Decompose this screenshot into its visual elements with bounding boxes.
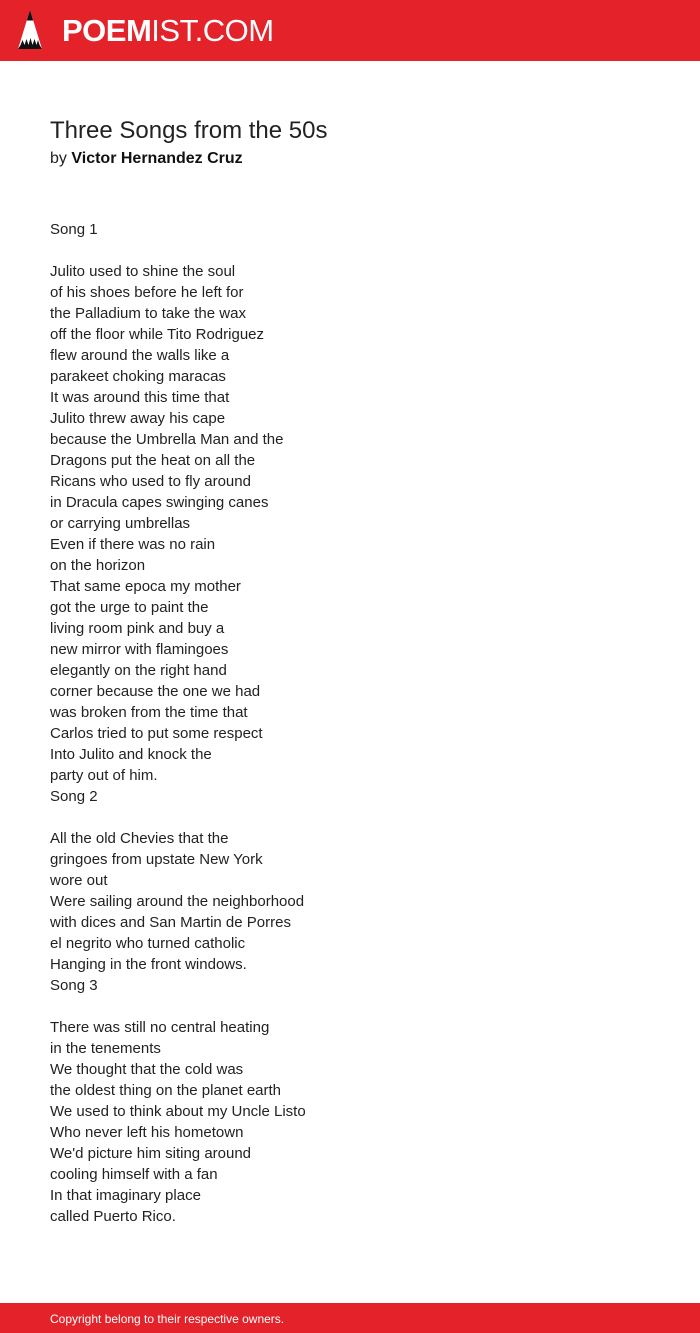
- poem-line: There was still no central heating: [50, 1019, 270, 1036]
- poem-line: flew around the walls like a: [50, 347, 230, 364]
- site-logo[interactable]: [62, 12, 274, 50]
- poem-line: got the urge to paint the: [50, 599, 209, 616]
- poem-line: Julito threw away his cape: [50, 410, 226, 427]
- poem-line: It was around this time that: [50, 389, 230, 406]
- poem-line: parakeet choking maracas: [50, 368, 226, 385]
- poem-line: Carlos tried to put some respect: [50, 725, 263, 742]
- logo-bold-text: POEM: [62, 13, 152, 48]
- poem-title: Three Songs from the 50s: [50, 117, 328, 144]
- poem-line: Who never left his hometown: [50, 1124, 244, 1141]
- section-heading: Song 3: [50, 977, 98, 994]
- poem-line: Ricans who used to fly around: [50, 473, 251, 490]
- site-header: [0, 0, 700, 61]
- poem-line: cooling himself with a fan: [50, 1166, 218, 1183]
- poem-line: Into Julito and knock the: [50, 746, 212, 763]
- poem-line: We'd picture him siting around: [50, 1145, 252, 1162]
- poem-line: because the Umbrella Man and the: [50, 431, 284, 448]
- poem-line: off the floor while Tito Rodriguez: [50, 326, 265, 343]
- poem-line: [50, 240, 650, 261]
- logo-light-text: IST.COM: [151, 13, 274, 48]
- poem-body: [50, 219, 650, 1227]
- poem-line: of his shoes before he left for: [50, 284, 244, 301]
- poem-line: We used to think about my Uncle Listo: [50, 1103, 306, 1120]
- byline-prefix: by: [50, 150, 67, 167]
- poem-line: living room pink and buy a: [50, 620, 225, 637]
- poem-line: elegantly on the right hand: [50, 662, 227, 679]
- poem-line: with dices and San Martin de Porres: [50, 914, 291, 931]
- poem-line: Dragons put the heat on all the: [50, 452, 256, 469]
- section-heading: Song 1: [50, 221, 98, 238]
- poem-line: wore out: [50, 872, 108, 889]
- poem-line: new mirror with flamingoes: [50, 641, 229, 658]
- poem-line: That same epoca my mother: [50, 578, 241, 595]
- poem-line: called Puerto Rico.: [50, 1208, 176, 1225]
- copyright-text: Copyright belong to their respective owners.: [50, 1312, 285, 1326]
- poem-line: Were sailing around the neighborhood: [50, 893, 305, 910]
- site-footer: [0, 1303, 700, 1333]
- poem-line: in Dracula capes swinging canes: [50, 494, 269, 511]
- poem-line: party out of him.: [50, 767, 158, 784]
- pencil-icon[interactable]: [17, 9, 43, 51]
- poem-line: All the old Chevies that the: [50, 830, 229, 847]
- section-heading: Song 2: [50, 788, 98, 805]
- poem-line: corner because the one we had: [50, 683, 261, 700]
- poem-line: the Palladium to take the wax: [50, 305, 246, 322]
- poem-line: Hanging in the front windows.: [50, 956, 247, 973]
- poem-line: Even if there was no rain: [50, 536, 216, 553]
- poem-line: gringoes from upstate New York: [50, 851, 263, 868]
- poem-line: in the tenements: [50, 1040, 161, 1057]
- poem-line: on the horizon: [50, 557, 146, 574]
- poem-line: In that imaginary place: [50, 1187, 201, 1204]
- poem-line: el negrito who turned catholic: [50, 935, 246, 952]
- poem-line: [50, 807, 650, 828]
- poem-line: or carrying umbrellas: [50, 515, 191, 532]
- author-name[interactable]: Victor Hernandez Cruz: [71, 150, 243, 167]
- poem-line: the oldest thing on the planet earth: [50, 1082, 282, 1099]
- poem-line: Julito used to shine the soul: [50, 263, 236, 280]
- poem-line: was broken from the time that: [50, 704, 248, 721]
- poem-line: We thought that the cold was: [50, 1061, 244, 1078]
- poem-byline: [50, 148, 243, 170]
- poem-line: [50, 996, 650, 1017]
